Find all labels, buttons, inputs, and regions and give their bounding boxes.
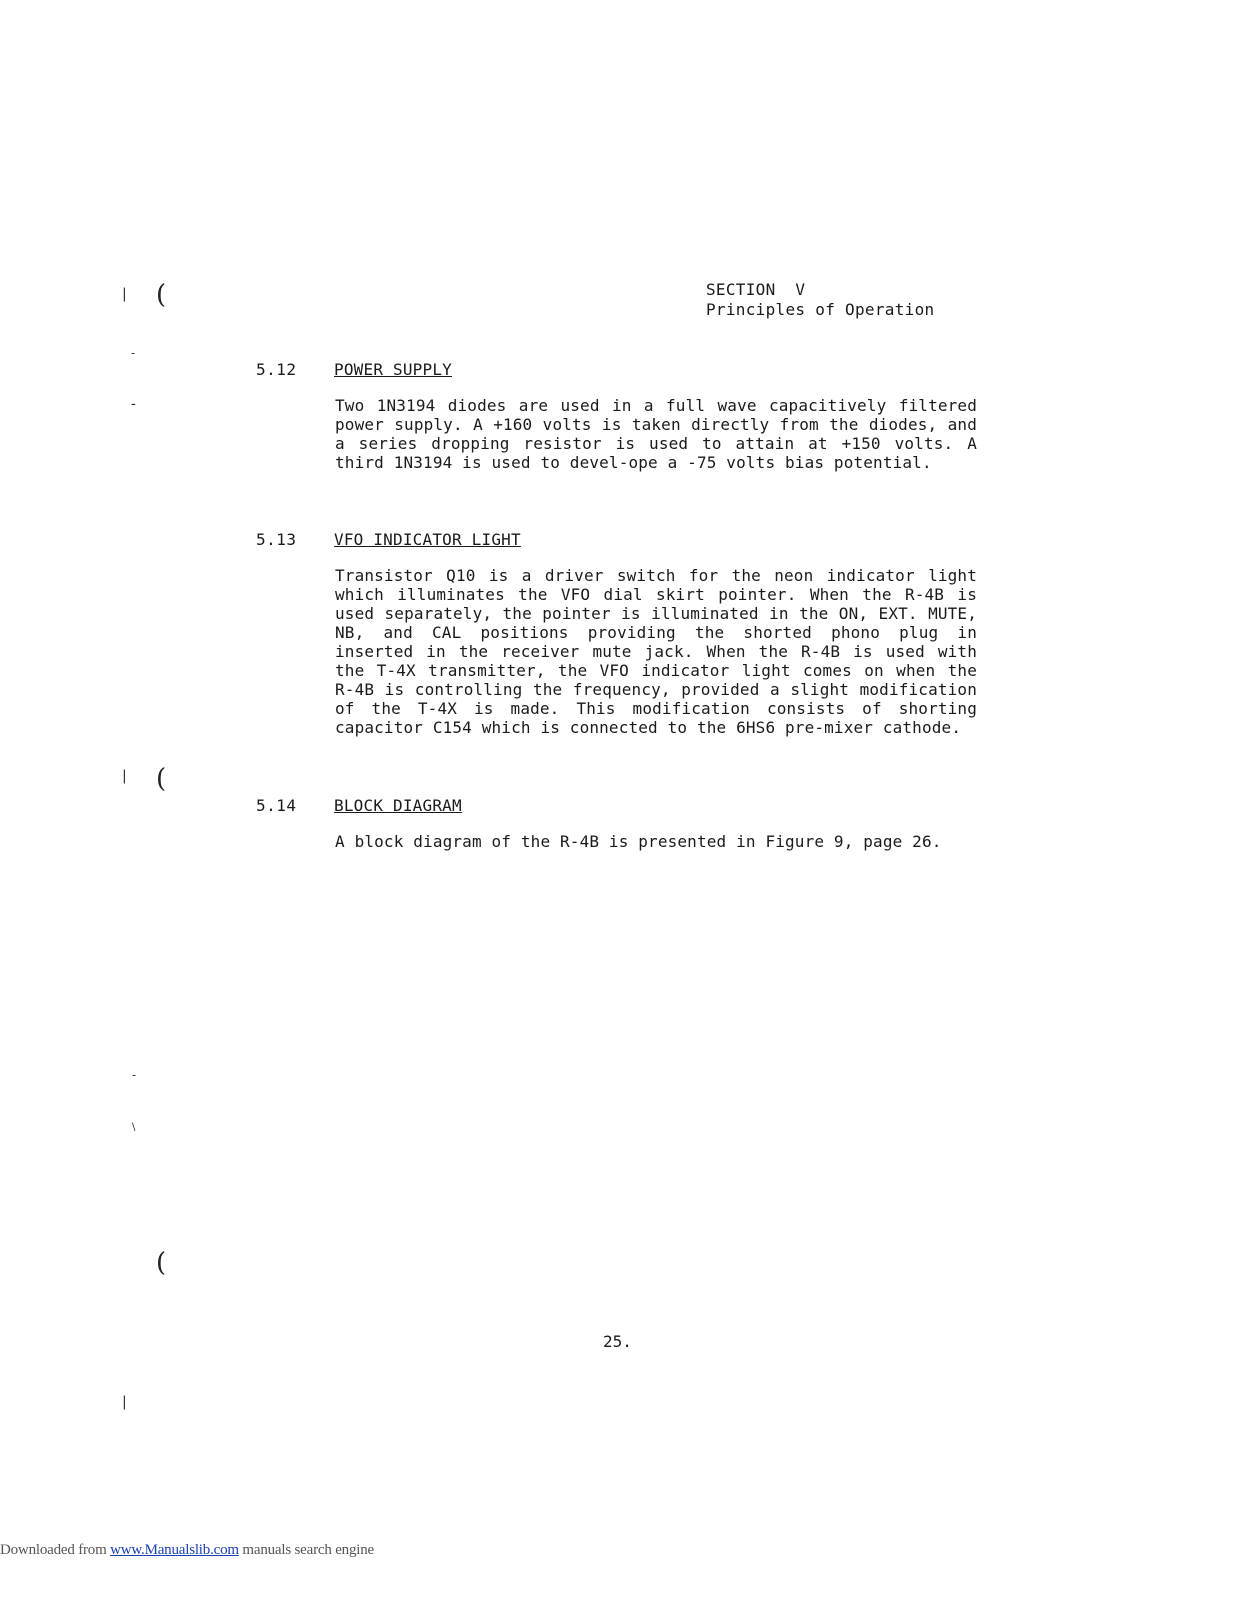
section-number: 5.13 (256, 530, 297, 549)
download-footer (0, 1542, 374, 1559)
section-title: POWER SUPPLY (334, 360, 452, 379)
margin-mark: \ (132, 1122, 136, 1133)
page-number: 25. (603, 1332, 632, 1351)
section-title: BLOCK DIAGRAM (334, 796, 462, 815)
manualslib-link[interactable]: www.Manualslib.com (110, 1542, 239, 1558)
margin-mark: | (122, 286, 127, 302)
section-subtitle: Principles of Operation (706, 300, 935, 319)
section-header (706, 280, 934, 320)
margin-mark: | (122, 768, 127, 784)
section-paragraph: A block diagram of the R-4B is presented in Figure 9, page 26. (335, 832, 942, 851)
margin-mark: - (132, 1068, 137, 1082)
margin-mark: - (131, 396, 136, 412)
binder-hole-mark: ( (156, 764, 167, 794)
margin-mark: | (122, 1394, 127, 1410)
section-paragraph: Transistor Q10 is a driver switch for the neon indicator light which illuminates the VFO dial skirt pointer. When the R-4B is used separately, the pointer is illuminated in the ON, EXT. MUTE, NB, and CAL positions providing the shorted phono plug in inserted in the receiver mute jack. When the R-4B is used with the T-4X transmitter, the VFO indicator light comes on when the R-4B is controlling the frequency, provided a slight modification of the T-4X is made. This modification consists of shorting capacitor C154 which is connected to the 6HS6 pre-mixer cathode. (335, 566, 977, 737)
section-paragraph: Two 1N3194 diodes are used in a full wave capacitively filtered power supply. A +160 volts is taken directly from the diodes, and a series dropping resistor is used to attain at +150 volts. A third 1N3194 is used to devel-ope a -75 volts bias potential. (335, 396, 977, 472)
section-number: 5.12 (256, 360, 297, 379)
section-label: SECTION V (706, 280, 806, 299)
footer-suffix: manuals search engine (238, 1542, 374, 1558)
footer-prefix: Downloaded from (0, 1542, 111, 1558)
binder-hole-mark: ( (156, 280, 167, 310)
section-title: VFO INDICATOR LIGHT (334, 530, 521, 549)
binder-hole-mark: ( (156, 1248, 167, 1278)
margin-mark: - (131, 346, 136, 360)
section-number: 5.14 (256, 796, 297, 815)
